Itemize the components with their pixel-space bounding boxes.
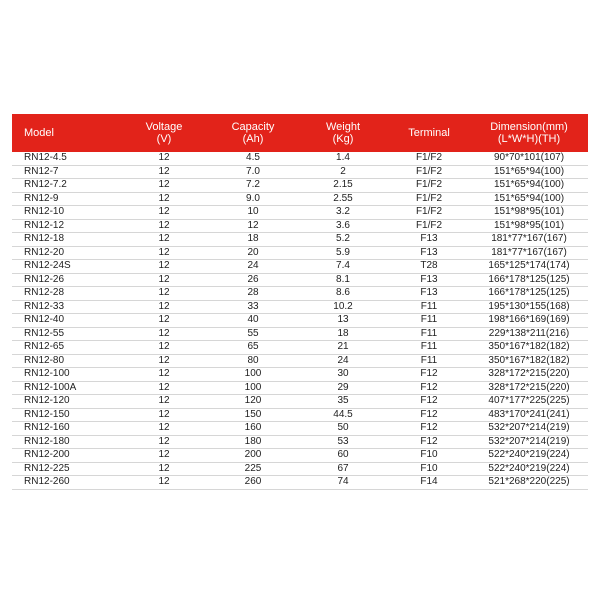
cell-terminal: F12 — [388, 368, 470, 382]
table-row — [12, 233, 588, 247]
cell-dimension: 151*65*94(100) — [470, 179, 588, 193]
cell-voltage: 12 — [120, 192, 208, 206]
cell-voltage: 12 — [120, 152, 208, 165]
cell-model: RN12-26 — [12, 273, 120, 287]
cell-dimension: 350*167*182(182) — [470, 354, 588, 368]
cell-weight: 67 — [298, 462, 388, 476]
cell-model: RN12-28 — [12, 287, 120, 301]
cell-capacity: 20 — [208, 246, 298, 260]
cell-terminal: F11 — [388, 354, 470, 368]
cell-dimension: 350*167*182(182) — [470, 341, 588, 355]
cell-weight: 35 — [298, 395, 388, 409]
cell-capacity: 7.0 — [208, 165, 298, 179]
cell-terminal: F11 — [388, 300, 470, 314]
cell-weight: 5.9 — [298, 246, 388, 260]
cell-terminal: F1/F2 — [388, 165, 470, 179]
cell-capacity: 150 — [208, 408, 298, 422]
cell-terminal: F1/F2 — [388, 219, 470, 233]
cell-model: RN12-7 — [12, 165, 120, 179]
cell-capacity: 12 — [208, 219, 298, 233]
table-row — [12, 273, 588, 287]
cell-voltage: 12 — [120, 449, 208, 463]
cell-terminal: F12 — [388, 422, 470, 436]
cell-weight: 2 — [298, 165, 388, 179]
table-body — [12, 152, 588, 489]
table-row — [12, 260, 588, 274]
cell-weight: 1.4 — [298, 152, 388, 165]
cell-weight: 29 — [298, 381, 388, 395]
cell-model: RN12-225 — [12, 462, 120, 476]
cell-weight: 8.6 — [298, 287, 388, 301]
cell-capacity: 160 — [208, 422, 298, 436]
cell-weight: 3.2 — [298, 206, 388, 220]
cell-model: RN12-24S — [12, 260, 120, 274]
cell-capacity: 65 — [208, 341, 298, 355]
table-row — [12, 422, 588, 436]
cell-capacity: 9.0 — [208, 192, 298, 206]
cell-capacity: 10 — [208, 206, 298, 220]
header-voltage-label: Voltage — [145, 121, 183, 133]
table-row — [12, 219, 588, 233]
cell-dimension: 165*125*174(174) — [470, 260, 588, 274]
cell-model: RN12-80 — [12, 354, 120, 368]
cell-terminal: F1/F2 — [388, 206, 470, 220]
cell-model: RN12-33 — [12, 300, 120, 314]
table-row — [12, 408, 588, 422]
cell-capacity: 55 — [208, 327, 298, 341]
cell-terminal: F11 — [388, 314, 470, 328]
table-row — [12, 354, 588, 368]
header-voltage — [120, 114, 208, 152]
cell-terminal: F13 — [388, 273, 470, 287]
header-weight-unit: (Kg) — [332, 133, 354, 145]
cell-capacity: 100 — [208, 381, 298, 395]
table-row — [12, 246, 588, 260]
cell-model: RN12-120 — [12, 395, 120, 409]
table-row — [12, 395, 588, 409]
cell-voltage: 12 — [120, 314, 208, 328]
cell-model: RN12-10 — [12, 206, 120, 220]
cell-weight: 18 — [298, 327, 388, 341]
cell-terminal: F13 — [388, 233, 470, 247]
cell-terminal: F1/F2 — [388, 179, 470, 193]
cell-capacity: 4.5 — [208, 152, 298, 165]
cell-dimension: 328*172*215(220) — [470, 381, 588, 395]
cell-voltage: 12 — [120, 165, 208, 179]
cell-terminal: F14 — [388, 476, 470, 490]
table-row — [12, 300, 588, 314]
cell-capacity: 18 — [208, 233, 298, 247]
cell-dimension: 407*177*225(225) — [470, 395, 588, 409]
table-row — [12, 341, 588, 355]
battery-spec-table — [12, 114, 588, 490]
table-row — [12, 314, 588, 328]
header-capacity-unit: (Ah) — [242, 133, 264, 145]
table-row — [12, 206, 588, 220]
cell-model: RN12-12 — [12, 219, 120, 233]
cell-dimension: 181*77*167(167) — [470, 246, 588, 260]
cell-voltage: 12 — [120, 206, 208, 220]
cell-model: RN12-180 — [12, 435, 120, 449]
cell-weight: 8.1 — [298, 273, 388, 287]
table-row — [12, 462, 588, 476]
cell-weight: 2.15 — [298, 179, 388, 193]
header-row — [12, 114, 588, 152]
header-capacity — [208, 114, 298, 152]
cell-capacity: 100 — [208, 368, 298, 382]
table-row — [12, 327, 588, 341]
cell-terminal: F12 — [388, 435, 470, 449]
cell-weight: 44.5 — [298, 408, 388, 422]
cell-voltage: 12 — [120, 395, 208, 409]
cell-weight: 24 — [298, 354, 388, 368]
cell-dimension: 532*207*214(219) — [470, 435, 588, 449]
cell-weight: 2.55 — [298, 192, 388, 206]
header-terminal-label: Terminal — [408, 127, 450, 139]
cell-model: RN12-200 — [12, 449, 120, 463]
cell-weight: 53 — [298, 435, 388, 449]
cell-model: RN12-100A — [12, 381, 120, 395]
cell-terminal: F13 — [388, 287, 470, 301]
cell-weight: 10.2 — [298, 300, 388, 314]
header-model-label: Model — [24, 127, 54, 139]
cell-voltage: 12 — [120, 422, 208, 436]
cell-dimension: 522*240*219(224) — [470, 462, 588, 476]
cell-weight: 13 — [298, 314, 388, 328]
cell-model: RN12-7.2 — [12, 179, 120, 193]
cell-capacity: 33 — [208, 300, 298, 314]
table-row — [12, 179, 588, 193]
cell-terminal: F12 — [388, 395, 470, 409]
cell-model: RN12-18 — [12, 233, 120, 247]
cell-model: RN12-100 — [12, 368, 120, 382]
cell-capacity: 180 — [208, 435, 298, 449]
cell-terminal: T28 — [388, 260, 470, 274]
table-row — [12, 381, 588, 395]
table-row — [12, 152, 588, 165]
table-row — [12, 449, 588, 463]
cell-dimension: 532*207*214(219) — [470, 422, 588, 436]
cell-weight: 50 — [298, 422, 388, 436]
cell-capacity: 26 — [208, 273, 298, 287]
cell-model: RN12-20 — [12, 246, 120, 260]
cell-model: RN12-4.5 — [12, 152, 120, 165]
cell-terminal: F1/F2 — [388, 192, 470, 206]
cell-dimension: 328*172*215(220) — [470, 368, 588, 382]
cell-voltage: 12 — [120, 368, 208, 382]
header-weight-label: Weight — [325, 121, 361, 133]
cell-model: RN12-150 — [12, 408, 120, 422]
cell-voltage: 12 — [120, 179, 208, 193]
cell-voltage: 12 — [120, 476, 208, 490]
cell-capacity: 7.2 — [208, 179, 298, 193]
cell-terminal: F11 — [388, 341, 470, 355]
cell-terminal: F10 — [388, 449, 470, 463]
cell-dimension: 521*268*220(225) — [470, 476, 588, 490]
cell-voltage: 12 — [120, 327, 208, 341]
table-row — [12, 192, 588, 206]
cell-capacity: 40 — [208, 314, 298, 328]
table-row — [12, 435, 588, 449]
cell-dimension: 166*178*125(125) — [470, 273, 588, 287]
cell-capacity: 200 — [208, 449, 298, 463]
cell-weight: 60 — [298, 449, 388, 463]
cell-dimension: 229*138*211(216) — [470, 327, 588, 341]
cell-capacity: 24 — [208, 260, 298, 274]
cell-weight: 5.2 — [298, 233, 388, 247]
cell-model: RN12-260 — [12, 476, 120, 490]
cell-dimension: 198*166*169(169) — [470, 314, 588, 328]
header-terminal — [388, 114, 470, 152]
cell-model: RN12-9 — [12, 192, 120, 206]
cell-dimension: 181*77*167(167) — [470, 233, 588, 247]
cell-dimension: 195*130*155(168) — [470, 300, 588, 314]
cell-voltage: 12 — [120, 287, 208, 301]
cell-voltage: 12 — [120, 341, 208, 355]
cell-terminal: F12 — [388, 408, 470, 422]
cell-terminal: F1/F2 — [388, 152, 470, 165]
cell-voltage: 12 — [120, 233, 208, 247]
cell-capacity: 28 — [208, 287, 298, 301]
header-capacity-label: Capacity — [231, 121, 275, 133]
cell-weight: 7.4 — [298, 260, 388, 274]
cell-voltage: 12 — [120, 273, 208, 287]
header-voltage-unit: (V) — [156, 133, 172, 145]
cell-capacity: 120 — [208, 395, 298, 409]
cell-terminal: F12 — [388, 381, 470, 395]
table-row — [12, 368, 588, 382]
table-row — [12, 287, 588, 301]
table-row — [12, 165, 588, 179]
cell-voltage: 12 — [120, 408, 208, 422]
cell-voltage: 12 — [120, 260, 208, 274]
cell-capacity: 225 — [208, 462, 298, 476]
cell-model: RN12-65 — [12, 341, 120, 355]
cell-dimension: 166*178*125(125) — [470, 287, 588, 301]
header-dimension-unit: (L*W*H)(TH) — [497, 133, 561, 145]
cell-dimension: 522*240*219(224) — [470, 449, 588, 463]
cell-voltage: 12 — [120, 354, 208, 368]
cell-voltage: 12 — [120, 435, 208, 449]
cell-weight: 30 — [298, 368, 388, 382]
cell-voltage: 12 — [120, 381, 208, 395]
cell-terminal: F11 — [388, 327, 470, 341]
cell-model: RN12-40 — [12, 314, 120, 328]
cell-dimension: 151*65*94(100) — [470, 165, 588, 179]
table-row — [12, 476, 588, 490]
header-dimension-label: Dimension(mm) — [490, 121, 568, 133]
cell-dimension: 483*170*241(241) — [470, 408, 588, 422]
cell-weight: 3.6 — [298, 219, 388, 233]
cell-dimension: 151*98*95(101) — [470, 206, 588, 220]
header-weight — [298, 114, 388, 152]
cell-dimension: 90*70*101(107) — [470, 152, 588, 165]
cell-model: RN12-55 — [12, 327, 120, 341]
cell-voltage: 12 — [120, 219, 208, 233]
cell-weight: 74 — [298, 476, 388, 490]
cell-capacity: 80 — [208, 354, 298, 368]
cell-weight: 21 — [298, 341, 388, 355]
cell-voltage: 12 — [120, 246, 208, 260]
cell-model: RN12-160 — [12, 422, 120, 436]
cell-terminal: F13 — [388, 246, 470, 260]
cell-voltage: 12 — [120, 300, 208, 314]
cell-terminal: F10 — [388, 462, 470, 476]
cell-voltage: 12 — [120, 462, 208, 476]
cell-capacity: 260 — [208, 476, 298, 490]
header-dimension — [470, 114, 588, 152]
cell-dimension: 151*65*94(100) — [470, 192, 588, 206]
header-model — [12, 114, 120, 152]
cell-dimension: 151*98*95(101) — [470, 219, 588, 233]
table-header — [12, 114, 588, 152]
